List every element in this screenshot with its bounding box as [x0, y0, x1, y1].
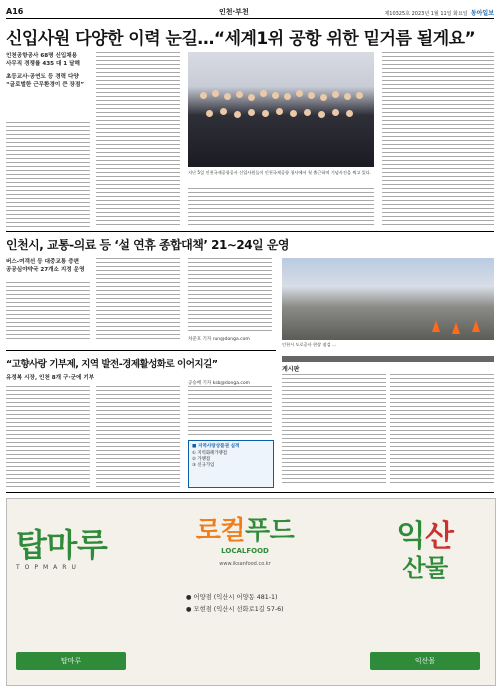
- ad1-label-box[interactable]: [16, 652, 126, 670]
- notice-col2: [390, 374, 494, 486]
- article2-subheads: [6, 258, 90, 274]
- infobox-title: ■ 지역사랑상품권 실적: [192, 444, 240, 449]
- issue-meta: 제10325호 2023년 1월 11일 화요일 동아일보: [384, 10, 494, 17]
- infobox: [188, 440, 274, 488]
- article3-body-col2: [96, 386, 180, 488]
- article3-byline: 공승배 기자 ksb@donga.com: [188, 381, 251, 386]
- article1-subhead: 인천공항공사 68명 신입채용: [6, 53, 78, 59]
- ad1-logo[interactable]: 탑마루 TOPMARU: [16, 520, 126, 630]
- ad2-sub: LOCALFOOD: [221, 547, 269, 555]
- ad2-store: 어양점 (익산시 어양동 481-1): [193, 594, 278, 601]
- article3-body-col1: [6, 386, 90, 488]
- ad3-label: 익산몰: [414, 657, 436, 665]
- ad2-url[interactable]: www.iksanfood.co.kr: [219, 561, 271, 567]
- article1-subheads: [6, 52, 90, 89]
- ad2-store: 모현점 (익산시 선화로1길 57-6): [193, 606, 284, 613]
- pin-icon: ●: [186, 606, 192, 613]
- article1-body-col1: [6, 122, 90, 227]
- group-photo-people: [188, 52, 374, 167]
- article3-body-col3: [188, 386, 272, 436]
- article2-subhead: 버스-여객선 등 대중교통 증편: [6, 259, 80, 265]
- notice-bar: [282, 356, 494, 362]
- article2-subhead: 공공심야약국 27개소 지정 운영: [6, 267, 85, 273]
- ad3-label-box[interactable]: [370, 652, 480, 670]
- article1-photo-caption: 지난 5일 인천국제공항공사 신입사원들이 인천국제공항 청사에서 첫 출근하며 기념사진을 찍고 있다.: [188, 170, 372, 175]
- article2-photo-caption: 인천시 도로공사 현장 점검 …: [282, 342, 337, 347]
- article2-body-col2: [96, 258, 180, 340]
- page-number: A16: [6, 7, 24, 16]
- article2-body-col3: [188, 258, 272, 334]
- section-title: 인천·부천: [219, 8, 249, 16]
- paper-name: 동아일보: [470, 10, 494, 17]
- article1-body-col3: [188, 188, 374, 227]
- article1-subhead: “글로벌한 근무환경이 큰 장점”: [6, 82, 85, 88]
- article2-headline[interactable]: 인천시, 교통-의료 등 ‘설 연휴 종합대책’ 21∼24일 운영: [6, 238, 290, 252]
- ad3-logo[interactable]: 익산 산물: [396, 519, 454, 582]
- pin-icon: ●: [186, 594, 192, 601]
- infobox-row: ① 지역화폐가맹점: [192, 451, 228, 456]
- divider: [6, 231, 494, 232]
- article3-subhead: 유정복 시장, 인천 8개 구·군에 기부: [6, 375, 95, 381]
- article2-photo: [282, 258, 494, 340]
- infobox-row: ② 가맹점: [192, 457, 211, 462]
- traffic-cone-icon: [452, 322, 460, 334]
- article1-headline[interactable]: 신입사원 다양한 이력 눈길…“세계1위 공항 위한 밑거름 될게요”: [6, 29, 476, 49]
- article1-body-col2: [96, 52, 180, 227]
- article1-subhead: 사무직 경쟁률 435 대 1 달해: [6, 61, 80, 67]
- ad1-label: 탑마루: [60, 657, 82, 665]
- article2-byline: 차준호 기자 run@donga.com: [188, 337, 250, 342]
- article2-body-col1: [6, 282, 90, 340]
- ad2-logo[interactable]: 로컬푸드 LOCALFOOD www.iksanfood.co.kr: [180, 510, 310, 630]
- page-header: [6, 6, 494, 19]
- traffic-cone-icon: [472, 320, 480, 332]
- article1-subhead: 초등교사·공연도 등 경력 다양: [6, 74, 79, 80]
- divider: [6, 350, 276, 351]
- article3-headline[interactable]: “고향사랑 기부제, 지역 발전-경제활성화로 이어지길”: [6, 359, 218, 370]
- divider: [6, 492, 494, 493]
- article1-photo: [188, 52, 374, 167]
- ad2-stores: [186, 592, 284, 616]
- traffic-cone-icon: [432, 320, 440, 332]
- infobox-row: ③ 신규가입: [192, 463, 215, 468]
- ad1-sub: TOPMARU: [16, 564, 81, 571]
- article1-body-col4: [382, 52, 494, 227]
- notice-col1: [282, 374, 386, 486]
- notice-title: 게시판: [282, 366, 300, 373]
